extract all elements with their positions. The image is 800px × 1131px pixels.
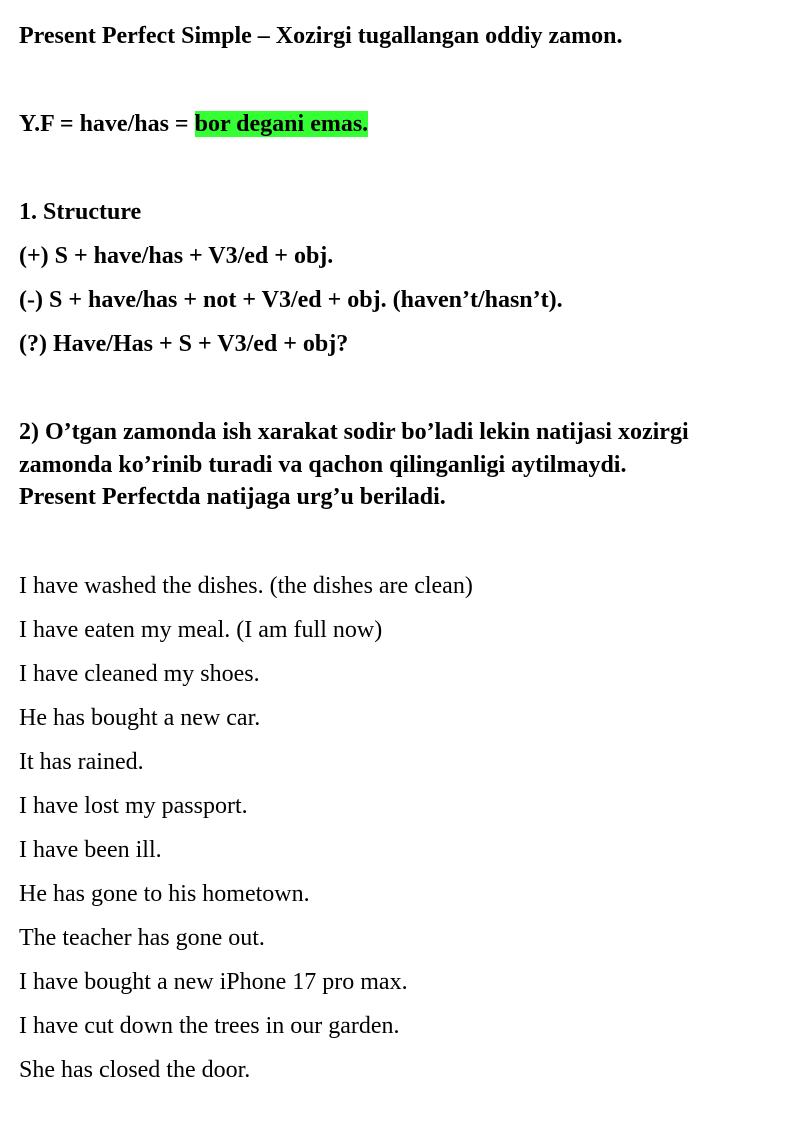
example-sentence: I have washed the dishes. (the dishes are clean) (19, 573, 473, 599)
example-sentence: I have eaten my meal. (I am full now) (19, 617, 383, 643)
structure-negative: (-) S + have/has + not + V3/ed + obj. (haven’t/hasn’t). (19, 287, 563, 313)
structure-question: (?) Have/Has + S + V3/ed + obj? (19, 331, 349, 357)
example-sentence: The teacher has gone out. (19, 925, 265, 951)
example-sentence: He has gone to his hometown. (19, 881, 310, 907)
example-sentence: I have been ill. (19, 837, 162, 863)
structure-positive: (+) S + have/has + V3/ed + obj. (19, 243, 334, 269)
example-sentence: It has rained. (19, 749, 144, 775)
usage-line: Present Perfectda natijaga urg’u beriladi. (19, 484, 446, 510)
formula-line (19, 110, 368, 138)
example-sentence: She has closed the door. (19, 1057, 251, 1083)
usage-line: 2) O’tgan zamonda ish xarakat sodir bo’ladi lekin natijasi xozirgi (19, 419, 689, 445)
example-sentence: I have bought a new iPhone 17 pro max. (19, 969, 408, 995)
formula-highlight: bor degani emas. (194, 111, 369, 137)
formula-prefix: Y.F = have/has = (19, 111, 195, 137)
usage-line: zamonda ko’rinib turadi va qachon qilinganligi aytilmaydi. (19, 451, 627, 478)
example-sentence: I have lost my passport. (19, 793, 248, 819)
usage-paragraph (19, 416, 789, 514)
document-title: Present Perfect Simple – Xozirgi tugallangan oddiy zamon. (19, 23, 623, 49)
structure-heading: 1. Structure (19, 199, 142, 225)
example-sentence: He has bought a new car. (19, 705, 261, 731)
example-sentence: I have cut down the trees in our garden. (19, 1013, 400, 1039)
example-sentence: I have cleaned my shoes. (19, 661, 260, 687)
